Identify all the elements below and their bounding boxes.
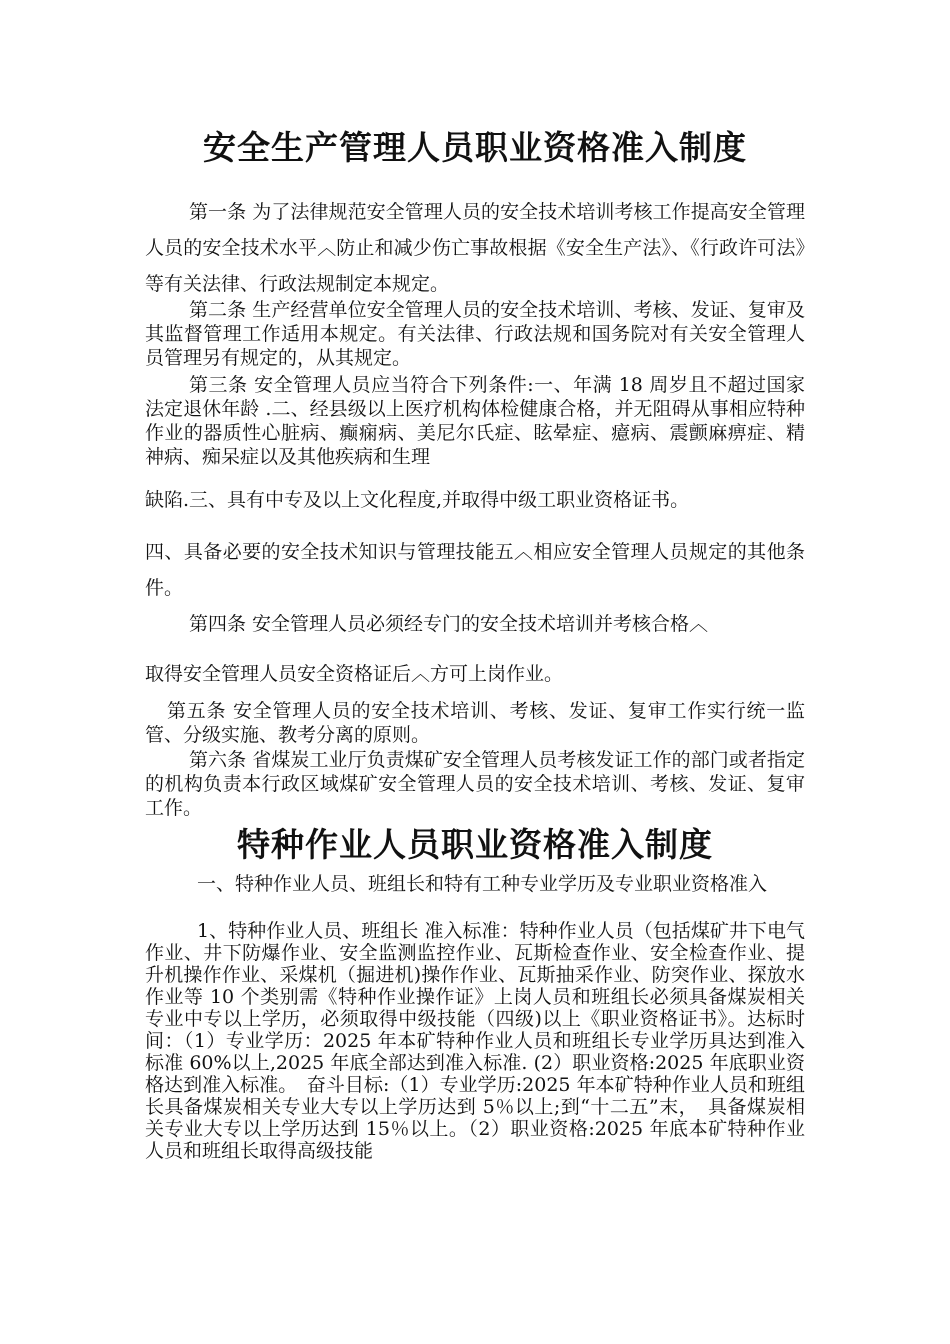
special-item-1-standard: 1、特种作业人员、班组长 准入标准：特种作业人员（包括煤矿井下电气作业、井下防爆作业、安全监测监控作业、瓦斯检查作业、安全检查作业、提升机操作作业、采煤机（掘进机)操作作业、瓦斯抽采作业、防突作业、探放水作业等 10 个类别需《特种作业操作证》上岗人员和班组长必须具备煤炭相关专业中专以上学历，必须取得中级技能（四级)以上《职业资格证书》。达标时间：（1）专业学历：2025 年本矿特种作业人员和班组长专业学历具达到准入标准 60%以上,2025 年底全部达到准入标准. (2）职业资格:2025 年底职业资格达到准入标准。 奋斗目标:（1）专业学历:2025 年本矿特种作业人员和班组长具备煤炭相关专业大专以上学历达到 5％以上;到“十二五”末， 具备煤炭相关专业大专以上学历达到 15％以上。（2）职业资格:2025 年底本矿特种作业人员和班组长取得高级技能 bbox=[145, 920, 805, 1162]
article-2: 第二条 生产经营单位安全管理人员的安全技术培训、考核、发证、复审及其监督管理工作适用本规定。有关法律、行政法规和国务院对有关安全管理人员管理另有规定的，从其规定。 bbox=[145, 299, 805, 369]
article-3-condition-4: 四、具备必要的安全技术知识与管理技能五︿相应安全管理人员规定的其他条件。 bbox=[145, 541, 805, 599]
article-4-line-2: 取得安全管理人员安全资格证后︿方可上岗作业。 bbox=[145, 663, 564, 685]
article-5: 第五条 安全管理人员的安全技术培训、考核、发证、复审工作实行统一监管、分级实施、教考分离的原则。 bbox=[145, 700, 805, 746]
article-3: 第三条 安全管理人员应当符合下列条件:一、年满 18 周岁且不超过国家法定退休年龄 .二、经县级以上医疗机构体检健康合格，并无阻碍从事相应特种作业的器质性心脏病、癫痫病、美尼尔氏症、眩晕症、癔病、震颤麻痹症、精神病、痴呆症以及其他疾病和生理 bbox=[145, 374, 805, 468]
article-1: 第一条 为了法律规范安全管理人员的安全技术培训考核工作提高安全管理人员的安全技术水平︿防止和减少伤亡事故根据《安全生产法》、《行政许可法》等有关法律、行政法规制定本规定。 bbox=[145, 201, 805, 295]
section-title-safety-management: 安全生产管理人员职业资格准入制度 bbox=[203, 128, 747, 167]
article-4-line-1: 第四条 安全管理人员必须经专门的安全技术培训并考核合格︿ bbox=[189, 613, 709, 635]
article-6: 第六条 省煤炭工业厅负责煤矿安全管理人员考核发证工作的部门或者指定的机构负责本行政区域煤矿安全管理人员的安全技术培训、考核、发证、复审工作。 bbox=[145, 749, 805, 819]
section-title-special-operations: 特种作业人员职业资格准入制度 bbox=[237, 825, 713, 864]
article-3-condition-3: 缺陷.三、具有中专及以上文化程度,并取得中级工职业资格证书。 bbox=[145, 489, 690, 511]
special-item-1: 一、特种作业人员、班组长和特有工种专业学历及专业职业资格准入 bbox=[197, 873, 768, 895]
